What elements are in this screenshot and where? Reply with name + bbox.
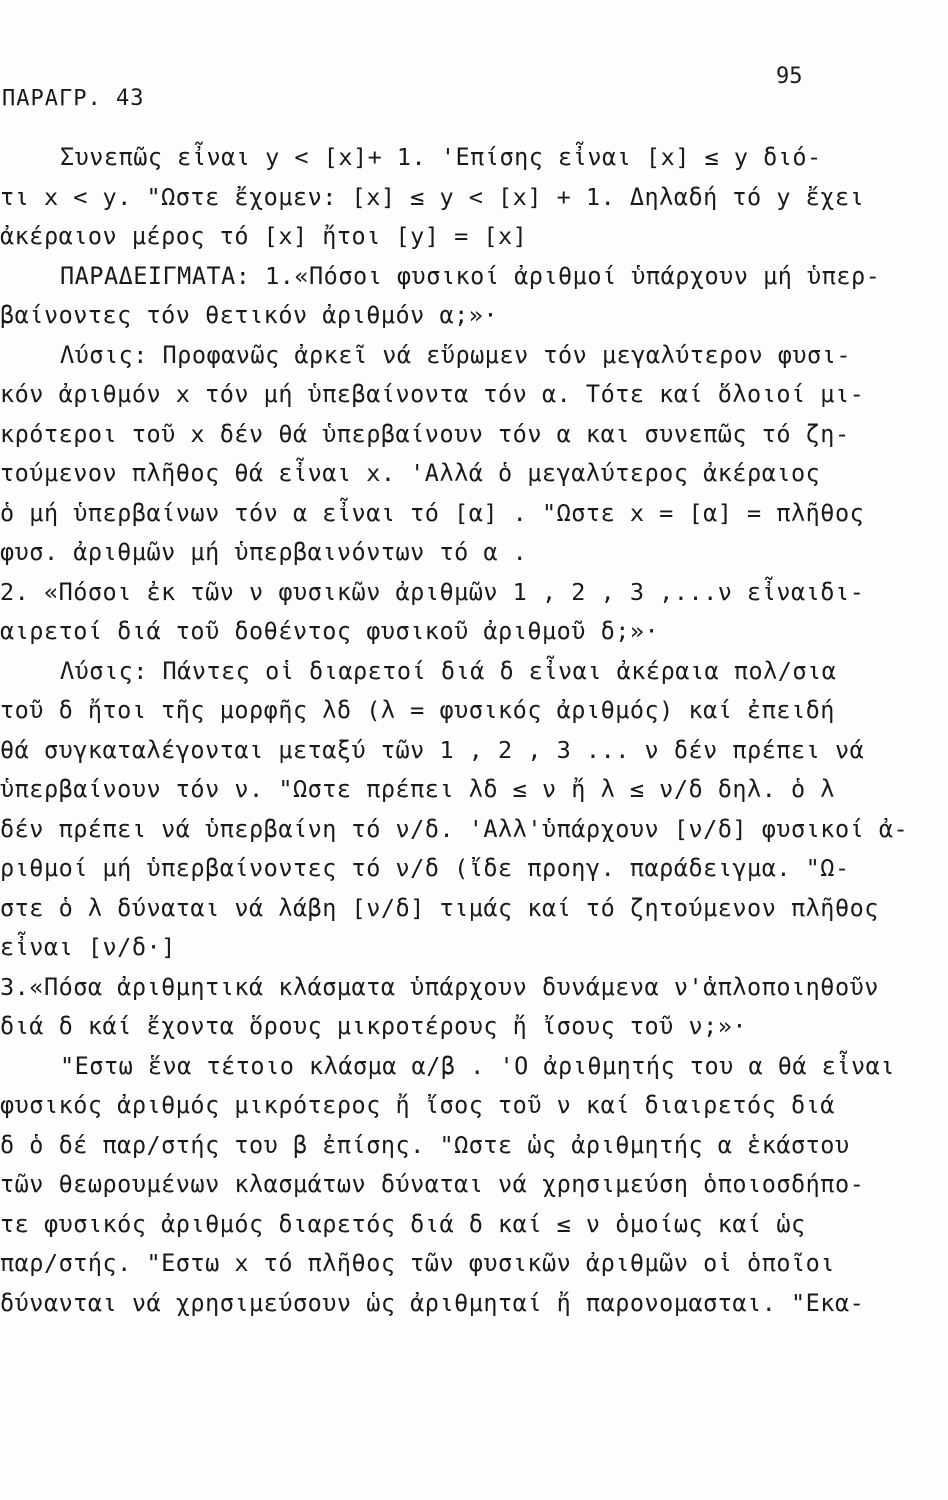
text-line: αιρετοί διά τοῦ δοθέντος φυσικοῦ ἀριθμοῦ δ;»·: [0, 617, 660, 645]
text-line: εἶναι [ν/δ·]: [0, 933, 176, 961]
text-line: βαίνοντες τόν θετικόν ἀριθμόν α;»·: [0, 301, 499, 329]
text-line: φυσικός ἀριθμός μικρότερος ἤ ἴσος τοῦ ν καί διαιρετός διά: [0, 1091, 835, 1119]
text-line: δύνανται νά χρησιμεύσουν ὡς ἀριθμηταί ἤ παρονομασται. "Εκα-: [0, 1288, 865, 1317]
text-line: δέν πρέπει νά ὑπερβαίνη τό ν/δ. 'Αλλ'ὑπάρχουν [ν/δ] φυσικοί ἀ-: [0, 814, 909, 843]
text-line: ριθμοί μή ὑπερβαίνοντες τό ν/δ (ἴδε προηγ. παράδειγμα. "Ω-: [0, 854, 850, 882]
text-line: ὑπερβαίνουν τόν ν. "Ωστε πρέπει λδ ≤ ν ἤ λ ≤ ν/δ δηλ. ὁ λ: [0, 775, 835, 803]
text-line: κόν ἀριθμόν x τόν μή ὑπεβαίνοντα τόν α. Τότε καί ὅλοιοί μι-: [0, 380, 865, 408]
text-line: "Εστω ἕνα τέτοιο κλάσμα α/β . 'Ο ἀριθμητής του α θά εἶναι: [60, 1051, 895, 1080]
text-line: τι x < y. "Ωστε ἔχομεν: [x] ≤ y < [x] + 1. Δηλαδή τό y ἔχει: [0, 182, 865, 211]
text-line: Συνεπῶς εἶναι y < [x]+ 1. 'Επίσης εἶναι [x] ≤ y διό-: [60, 143, 822, 171]
text-line: παρ/στής. "Εστω x τό πλῆθος τῶν φυσικῶν ἀριθμῶν οἱ ὁποῖοι: [0, 1249, 835, 1277]
text-line: τούμενον πλῆθος θά εἶναι x. 'Αλλά ὁ μεγαλύτερος ἀκέραιος: [0, 459, 821, 487]
text-line: 2. «Πόσοι ἐκ τῶν ν φυσικῶν ἀριθμῶν 1 , 2 , 3 ,...ν εἶναιδι-: [0, 577, 865, 606]
text-line: δ ὁ δέ παρ/στής του β ἐπίσης. "Ωστε ὡς ἀριθμητής α ἑκάστου: [0, 1130, 850, 1159]
text-line: ὁ μή ὑπερβαίνων τόν α εἶναι τό [α] . "Ωστε x = [α] = πλῆθος: [0, 498, 865, 527]
text-line: διά δ κάί ἔχοντα ὅρους μικροτέρους ἤ ἴσους τοῦ ν;»·: [0, 1012, 748, 1040]
text-line: θά συγκαταλέγονται μεταξύ τῶν 1 , 2 , 3 ... ν δέν πρέπει νά: [0, 735, 865, 764]
text-line: τῶν θεωρουμένων κλασμάτων δύναται νά χρησιμεύση ὁποιοσδήπο-: [0, 1170, 865, 1198]
text-line: Λύσις: Προφανῶς ἀρκεῖ νά εὕρωμεν τόν μεγαλύτερον φυσι-: [60, 340, 852, 369]
text-line: στε ὁ λ δύναται νά λάβη [ν/δ] τιμάς καί τό ζητούμενον πλῆθος: [0, 893, 879, 922]
page-number: 95: [776, 64, 803, 89]
text-line: Λύσις: Πάντες οἱ διαρετοί διά δ εἶναι ἀκέραια πολ/σια: [60, 656, 837, 685]
text-line: τε φυσικός ἀριθμός διαρετός διά δ καί ≤ ν ὁμοίως καί ὡς: [0, 1209, 806, 1238]
text-line: φυσ. ἀριθμῶν μή ὑπερβαινόντων τό α .: [0, 538, 528, 566]
text-line: 3.«Πόσα ἀριθμητικά κλάσματα ὑπάρχουν δυνάμενα ν'ἁπλοποιηθοῦν: [0, 972, 879, 1001]
text-line: τοῦ δ ἤτοι τῆς μορφῆς λδ (λ = φυσικός ἀριθμός) καί ἐπειδή: [0, 696, 835, 724]
text-body: [0, 138, 948, 1323]
section-header: ΠΑΡΑΓΡ. 43: [2, 86, 145, 111]
text-line: ἀκέραιον μέρος τό [x] ἤτοι [y] = [x]: [0, 222, 528, 250]
text-line: ΠΑΡΑΔΕΙΓΜΑΤΑ: 1.«Πόσοι φυσικοί ἀριθμοί ὑπάρχουν μή ὑπερ-: [60, 261, 881, 290]
text-line: κρότεροι τοῦ x δέν θά ὑπερβαίνουν τόν α και συνεπῶς τό ζη-: [0, 419, 850, 448]
